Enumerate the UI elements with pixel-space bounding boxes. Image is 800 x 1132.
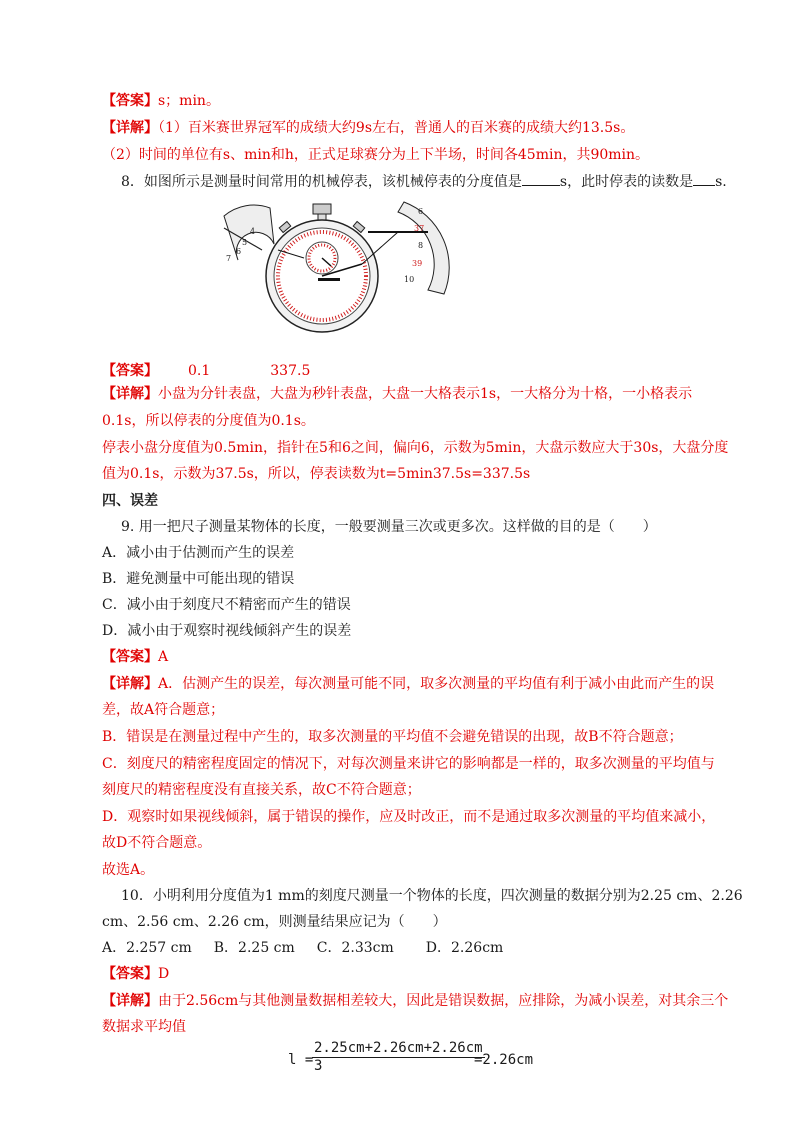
stopwatch-figure [218,198,454,336]
answer-label: 【答案】 [102,966,158,982]
detail-line [102,674,714,694]
detail-line: 值为0.1s，示数为37.5s，所以，停表读数为t=5min37.5s=337.5s [102,466,531,482]
detail-line [102,991,728,1011]
answer-line [102,91,220,111]
detail-line: B．错误是在测量过程中产生的，取多次测量的平均值不会避免错误的出现，故B不符合题意； [102,729,683,745]
detail-line: 刻度尺的精密程度没有直接关系，故C不符合题意； [102,782,421,798]
question-10-stem: cm、2.56 cm、2.26 cm，则测量结果应记为（ ） [102,914,447,930]
detail-line [102,384,692,404]
formula-denominator: 3 [314,1058,323,1074]
detail-line [102,118,634,138]
option-d: D．减小由于观察时视线倾斜产生的误差 [102,623,352,639]
answer-line [102,964,169,984]
formula-fraction [312,1040,485,1074]
answer-label: 【答案】 [102,649,158,665]
detail-label: 【详解】 [102,386,158,402]
answer-line [102,361,310,381]
detail-line: D．观察时如果视线倾斜，属于错误的操作，应及时改正，而不是通过取多次测量的平均值来减小， [102,809,716,825]
answer-value: D [158,966,170,982]
detail-label: 【详解】 [102,120,158,136]
question-10-options [102,938,503,958]
conclusion: 故选A。 [102,862,155,878]
question-text: s，此时停表的读数是 [559,174,694,190]
inset-label: 5 [242,238,248,247]
formula-numerator: 2.25cm+2.26cm+2.26cm [314,1040,483,1056]
detail-line: 停表小盘分度值为0.5min，指针在5和6之间，偏向6，示数为5min，大盘示数应大于30s，大盘分度 [102,440,729,456]
inset-label: 39 [412,259,423,268]
hand-base [318,278,340,281]
answer-blank [522,171,560,186]
section-title: 四、误差 [102,493,158,509]
detail-line: 0.1s，所以停表的分度值为0.1s。 [102,413,315,429]
option-d: D．2.26cm [425,940,504,956]
inset-label: 6 [418,207,424,216]
option-c: C．2.33cm [316,940,394,956]
answer-value: 337.5 [270,363,311,379]
detail-label: 【详解】 [102,993,158,1009]
detail-text: A．估测产生的误差，每次测量可能不同，取多次测量的平均值有利于减小由此而产生的误 [158,676,715,692]
inset-label: 7 [226,254,232,263]
inset-label: 10 [404,275,415,284]
answer-value: A [158,649,169,665]
answer-blank [693,171,715,186]
option-c: C．减小由于刻度尺不精密而产生的错误 [102,597,351,613]
inset-label: 37 [414,224,425,233]
question-10-stem: 10．小明利用分度值为1 mm的刻度尺测量一个物体的长度，四次测量的数据分别为2.25 cm、2.26 [121,888,743,904]
question-9-stem: 9. 用一把尺子测量某物体的长度，一般要测量三次或更多次。这样做的目的是（ ） [121,519,657,535]
question-text: 8．如图所示是测量时间常用的机械停表，该机械停表的分度值是 [121,174,522,190]
detail-line: （2）时间的单位有s、min和h，正式足球赛分为上下半场，时间各45min，共90min。 [102,147,650,163]
detail-line: 差，故A符合题意； [102,702,225,718]
option-a: A．减小由于估测而产生的误差 [102,545,295,561]
answer-text: s；min。 [158,93,220,109]
detail-label: 【详解】 [102,676,158,692]
answer-value: 0.1 [188,363,211,379]
answer-label: 【答案】 [102,363,158,379]
detail-text: 由于2.56cm与其他测量数据相差较大，因此是错误数据，应排除，为减小误差，对其余三个 [158,993,729,1009]
detail-line: 数据求平均值 [102,1019,186,1035]
inset-label: 6 [236,247,242,256]
detail-text: 小盘为分针表盘，大盘为秒针表盘，大盘一大格表示1s，一大格分为十格，一小格表示 [158,386,693,402]
answer-label: 【答案】 [102,93,158,109]
option-b: B．2.25 cm [213,940,295,956]
question-text: s. [715,174,727,190]
inset-label: 8 [418,241,424,250]
option-a: A．2.257 cm [102,940,192,956]
answer-line [102,647,168,667]
formula-rhs: =2.26cm [474,1052,534,1068]
detail-text: （1）百米赛世界冠军的成绩大约9s左右，普通人的百米赛的成绩大约13.5s。 [158,120,635,136]
detail-line: 故D不符合题意。 [102,835,212,851]
average-formula [288,1040,548,1084]
inset-label: 4 [250,227,256,236]
question-8-stem [121,171,727,192]
detail-line: C．刻度尺的精密程度固定的情况下，对每次测量来讲它的影响都是一样的，取多次测量的平均值与 [102,756,715,772]
option-b: B．避免测量中可能出现的错误 [102,571,295,587]
crown-button [313,204,331,214]
formula-lhs: l = [288,1052,314,1068]
